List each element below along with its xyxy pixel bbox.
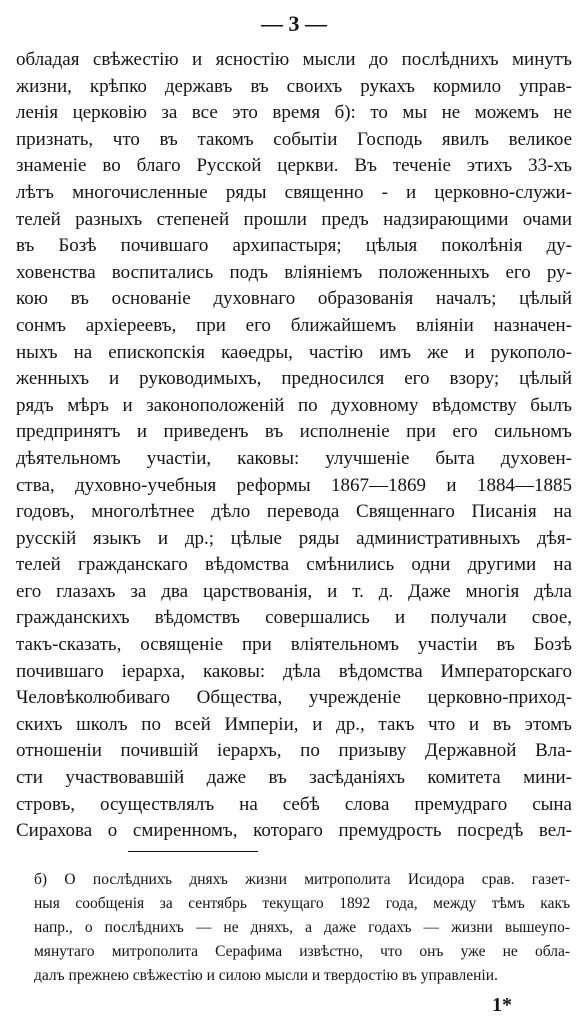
text-line: кою въ основаніе духовнаго образованія началъ; цѣлый bbox=[16, 288, 572, 310]
text-line: почившаго іерарха, каковы: дѣла вѣдомства Императорскаго bbox=[16, 660, 572, 682]
text-line: лѣтъ многочисленные ряды священно - и церковно-служи- bbox=[16, 181, 572, 203]
text-line: гражданскихъ вѣдомствъ совершались и получали свое, bbox=[16, 607, 572, 629]
text-line: Человѣколюбиваго Общества, учрежденіе церковно-приход- bbox=[16, 687, 572, 709]
text-line: русскій языкъ и др.; цѣлые ряды административныхъ дѣя- bbox=[16, 527, 572, 549]
text-line: сонмъ архіереевъ, при его ближайшемъ вліяніи назначен- bbox=[16, 314, 572, 336]
footnote bbox=[34, 868, 570, 988]
text-line: ныхъ на епископскія каѳедры, частію имъ же и рукополо- bbox=[16, 341, 572, 363]
text-line: скихъ школъ по всей Имперіи, и др., такъ что и въ этомъ bbox=[16, 713, 572, 735]
text-line: сти участвовавшій даже въ засѣданіяхъ комитета мини- bbox=[16, 767, 572, 789]
text-line: ства, духовно-учебныя реформы 1867—1869 и 1884—1885 bbox=[16, 474, 572, 496]
text-line: дѣятельномъ участіи, каковы: улучшеніе быта духовен- bbox=[16, 447, 572, 469]
text-line: предпринятъ и приведенъ въ исполненіе при его сильномъ bbox=[16, 421, 572, 443]
text-line: телей разныхъ степеней прошли предъ надзирающими очами bbox=[16, 208, 572, 230]
text-line: въ Бозѣ почившаго архипастыря; цѣлыя поколѣнія ду- bbox=[16, 235, 572, 257]
body-text bbox=[16, 47, 572, 845]
footnote-line: б) О послѣднихъ дняхъ жизни митрополита Исидора срав. газет- bbox=[34, 871, 570, 888]
footnote-line: напр., о послѣднихъ — не дняхъ, а даже годахъ — жизни вышеупо- bbox=[34, 919, 570, 936]
text-line: стровъ, осуществлялъ на себѣ слова премудраго сына bbox=[16, 793, 572, 815]
text-line: ленія церковію за все это время б): то мы не можемъ не bbox=[16, 102, 572, 124]
text-line: обладая свѣжестію и ясностію мысли до послѣднихъ минутъ bbox=[16, 49, 572, 70]
text-line: женныхъ и руководимыхъ, предносился его взору; цѣлый bbox=[16, 368, 572, 390]
text-line: Сирахова о смиренномъ, котораго премудрость посредѣ вел- bbox=[16, 820, 572, 842]
signature-mark: 1* bbox=[492, 994, 512, 1016]
text-line: телей гражданскаго вѣдомства смѣнились одни другими на bbox=[16, 554, 572, 576]
footnote-divider bbox=[128, 851, 258, 852]
footnote-line: далъ прежнею свѣжестію и силою мысли и твердостію въ управленіи. bbox=[34, 967, 498, 984]
text-line: рядъ мѣръ и законоположеній по духовному вѣдомству былъ bbox=[16, 394, 572, 416]
text-line: ховенства воспитались подъ вліяніемъ положенныхъ его ру- bbox=[16, 261, 572, 283]
text-line: знаменіе во благо Русской церкви. Въ теченіе этихъ 33-хъ bbox=[16, 155, 572, 177]
text-line: отношеніи почившій іерархъ, по призыву Державной Вла- bbox=[16, 740, 572, 762]
page-number: — 3 — bbox=[261, 11, 327, 36]
text-line: его глазахъ за два царствованія, и т. д. Даже многія дѣла bbox=[16, 580, 572, 602]
text-line: признать, что въ такомъ событіи Господь явилъ великое bbox=[16, 128, 572, 150]
text-line: годовъ, многолѣтнее дѣло перевода Священнаго Писанія на bbox=[16, 501, 572, 523]
footnote-line: мянутаго митрополита Серафима извѣстно, что онъ уже не обла- bbox=[34, 943, 570, 960]
text-line: жизни, крѣпко державъ въ своихъ рукахъ кормило управ- bbox=[16, 75, 572, 97]
text-line: такъ-сказать, освященіе при вліятельномъ участіи въ Бозѣ bbox=[16, 634, 572, 656]
footnote-line: ныя сообщенія за сентябрь текущаго 1892 года, между тѣмъ какъ bbox=[34, 895, 570, 912]
